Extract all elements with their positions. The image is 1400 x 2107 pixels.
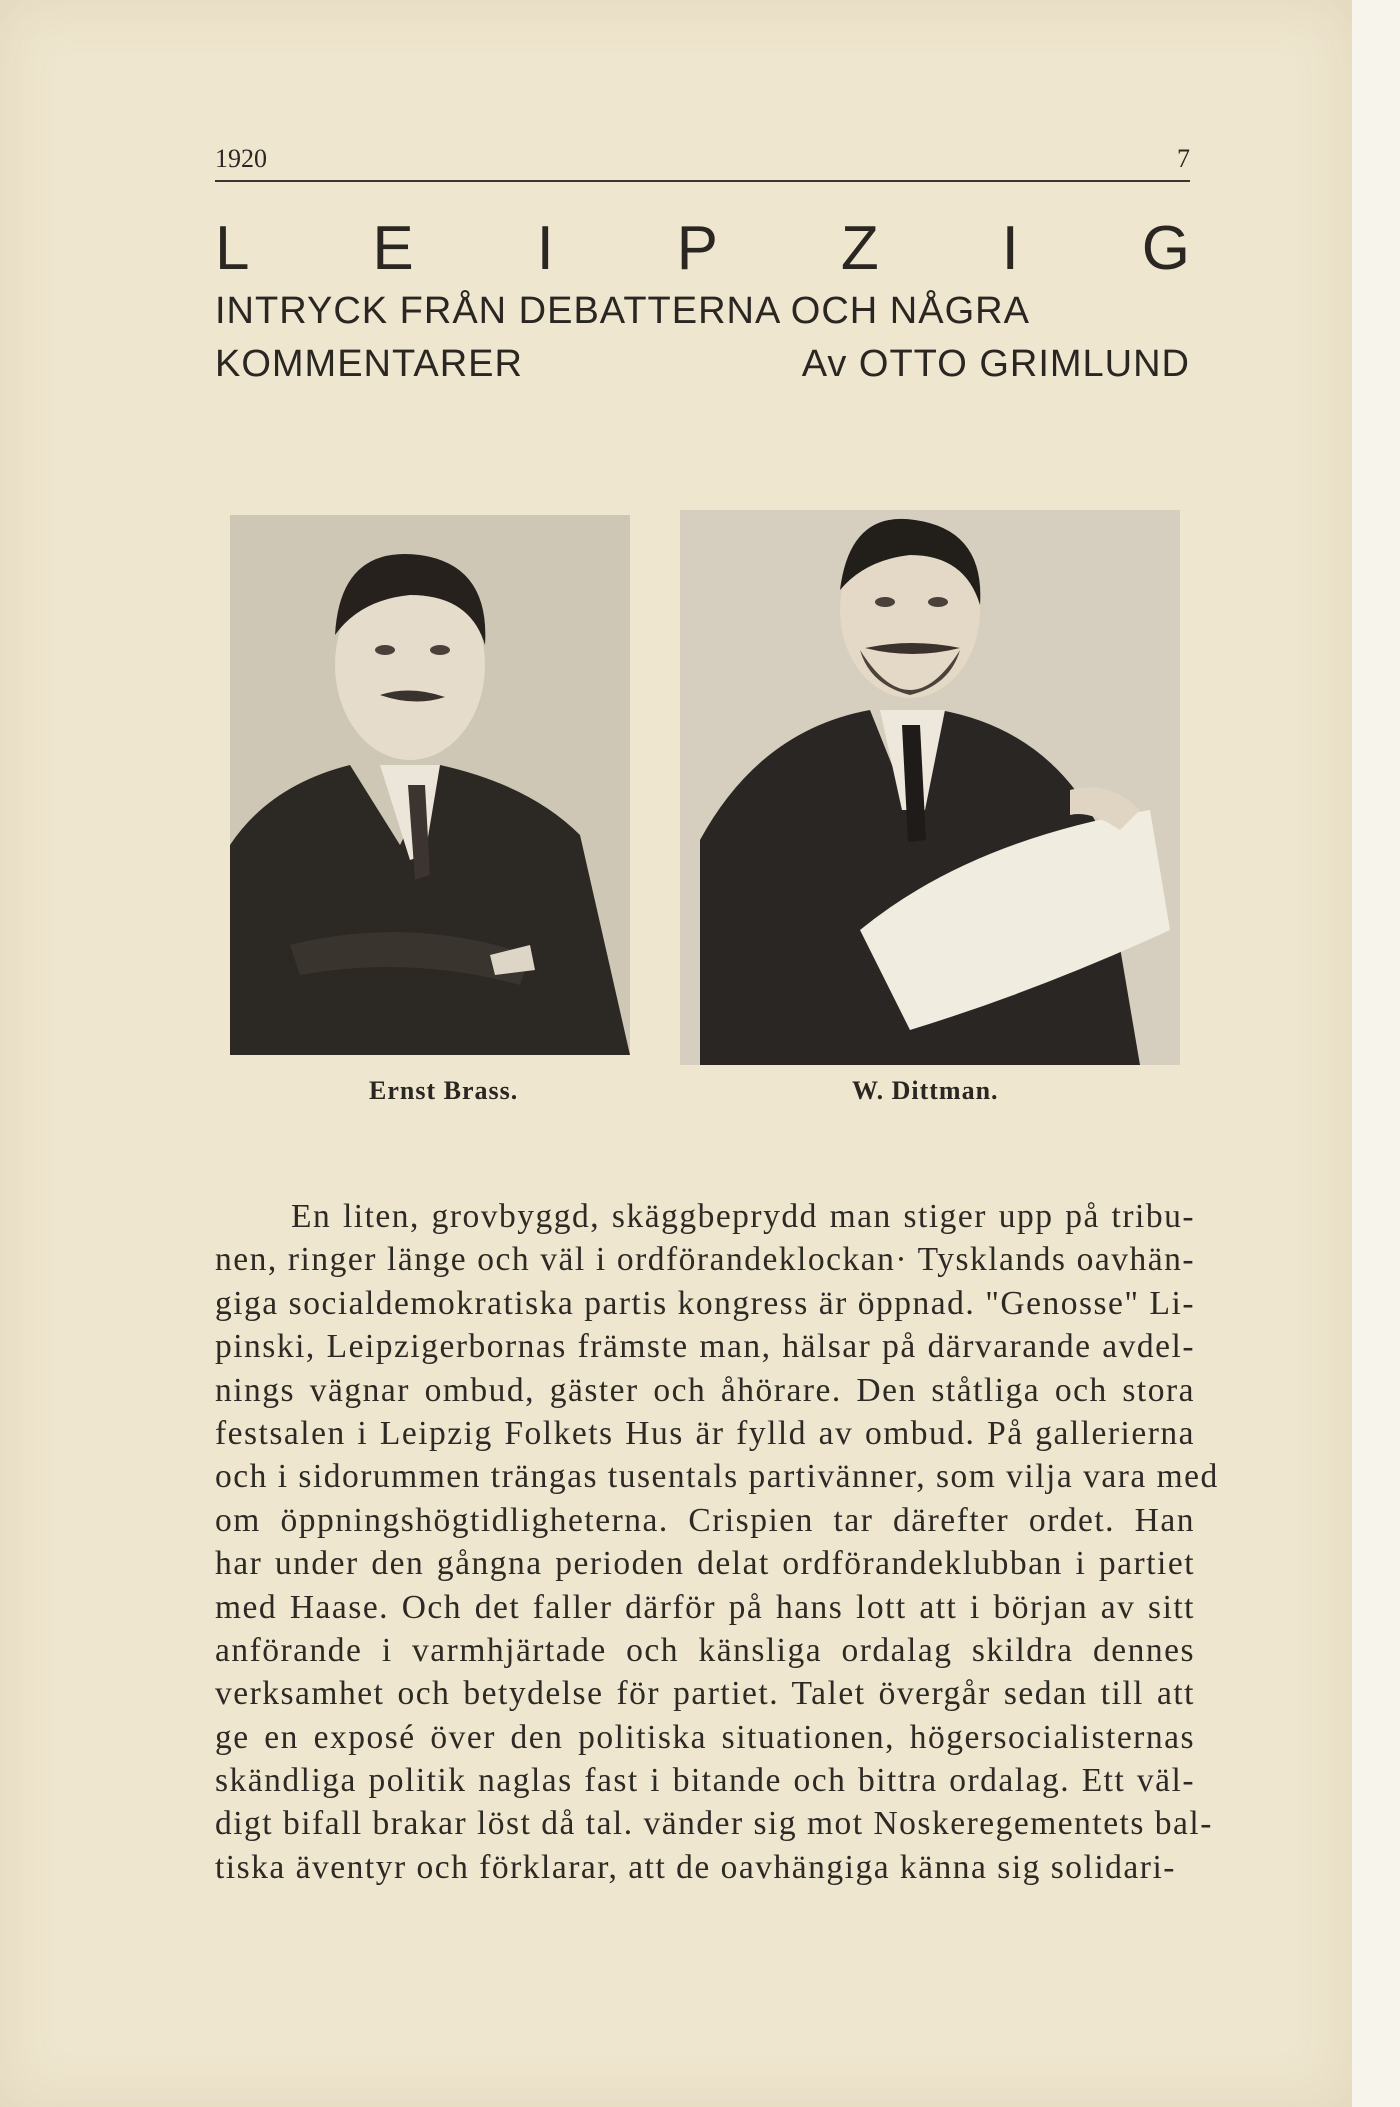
body-line: En liten, grovbyggd, skäggbeprydd man stiger upp på tribu- — [291, 1198, 1195, 1235]
body-line: nings vägnar ombud, gäster och åhörare. Den ståtliga och stora — [215, 1371, 1195, 1409]
body-line: verksamhet och betydelse för partiet. Talet övergår sedan till att — [215, 1675, 1195, 1713]
scan-margin — [1352, 0, 1400, 2107]
subtitle-line-2 — [215, 345, 1190, 383]
portrait-photo-right — [680, 510, 1180, 1065]
subtitle-kommentarer: KOMMENTARER — [215, 343, 523, 385]
body-line: skändliga politik naglas fast i bitande och bittra ordalag. Ett väl- — [215, 1762, 1195, 1800]
body-line: anförande i varmhjärtade och känsliga ordalag skildra dennes — [215, 1631, 1195, 1669]
page-number: 7 — [1177, 144, 1190, 173]
body-line: pinski, Leipzigerbornas främste man, hälsar på därvarande avdel- — [215, 1328, 1195, 1366]
title-letter: I — [1001, 214, 1019, 283]
photo-caption-right: W. Dittman. — [852, 1076, 999, 1105]
title-letter: Z — [840, 214, 879, 283]
body-line: nen, ringer länge och väl i ordförandeklockan· Tysklands oavhän- — [215, 1241, 1195, 1279]
author-byline: Av OTTO GRIMLUND — [801, 343, 1190, 385]
body-line: ge en exposé över den politiska situationen, högersocialisternas — [215, 1718, 1195, 1756]
body-line: och i sidorummen trängas tusentals partivänner, som vilja vara med — [215, 1458, 1219, 1496]
article-title — [215, 214, 1190, 283]
photo-caption-left: Ernst Brass. — [369, 1076, 519, 1105]
title-letter: I — [536, 214, 554, 283]
body-line: giga socialdemokratiska partis kongress är öppnad. "Genosse" Li- — [215, 1284, 1195, 1322]
body-line: med Haase. Och det faller därför på hans lott att i början av sitt — [215, 1588, 1195, 1626]
title-letter: G — [1141, 214, 1190, 283]
year-label: 1920 — [215, 144, 267, 173]
title-letter: L — [215, 214, 250, 283]
subtitle-line-1: INTRYCK FRÅN DEBATTERNA OCH NÅGRA — [215, 290, 1030, 332]
article-body — [215, 1195, 1219, 1889]
body-line: har under den gångna perioden delat ordförandeklubban i partiet — [215, 1545, 1195, 1583]
body-line: festsalen i Leipzig Folkets Hus är fylld av ombud. På gallerierna — [215, 1414, 1195, 1452]
title-letter: E — [372, 214, 414, 283]
body-line: digt bifall brakar löst då tal. vänder sig mot Noskeregementets bal- — [215, 1805, 1213, 1843]
portrait-photo-left — [230, 515, 630, 1055]
portrait-right-illustration — [680, 510, 1180, 1065]
portrait-left-illustration — [230, 515, 630, 1055]
body-line: tiska äventyr och förklarar, att de oavhängiga känna sig solidari- — [215, 1848, 1176, 1886]
running-head — [215, 140, 1190, 182]
body-line: om öppningshögtidligheterna. Crispien tar därefter ordet. Han — [215, 1501, 1195, 1539]
title-letter: P — [676, 214, 719, 283]
